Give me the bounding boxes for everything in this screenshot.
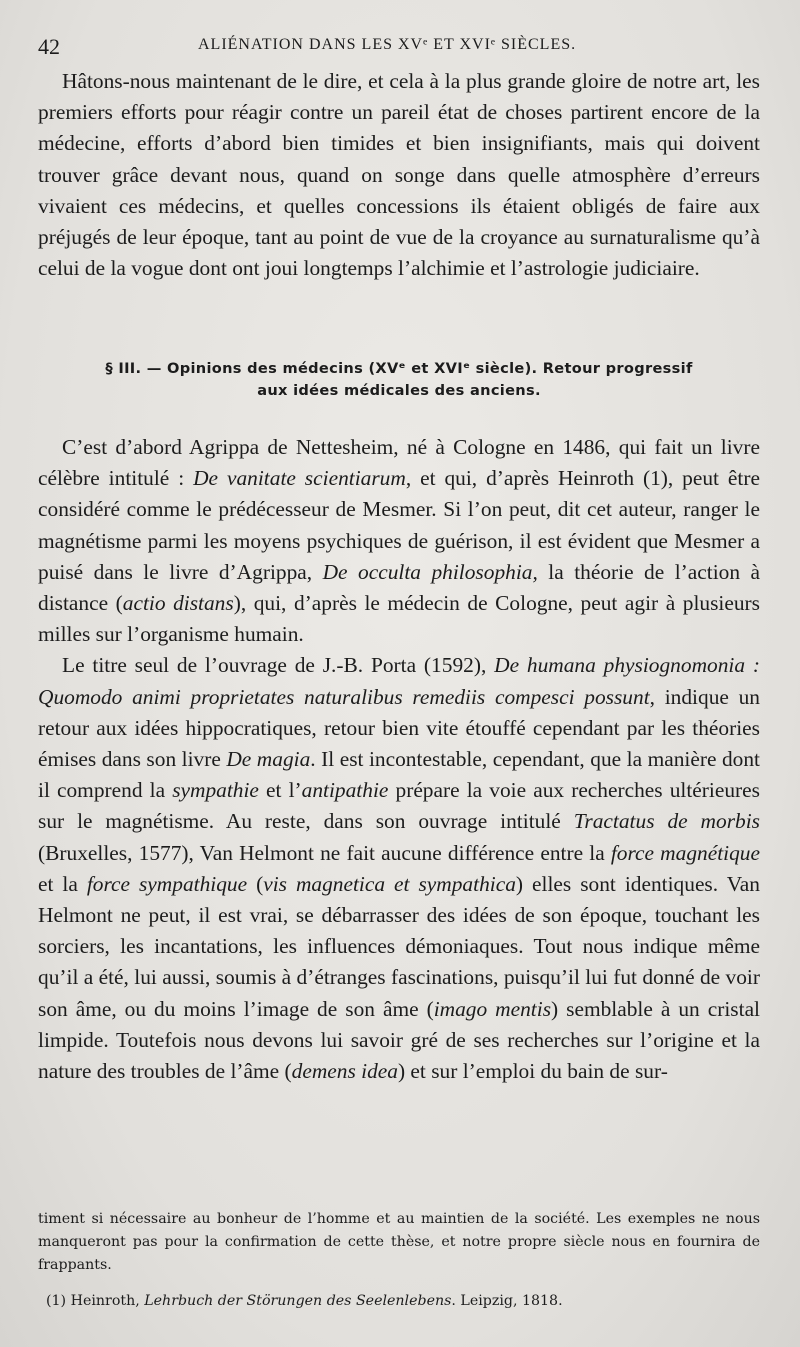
text-run: ) et sur l’emploi du bain de sur- xyxy=(397,1059,668,1084)
text-run: , et qui, d’après Heinroth (1), peut être considéré comme le prédécesseur de Mesmer. Si l’on peut, dit cet auteur, ranger le magnétisme parmi les moyens psychiques de guérison, il est évident que Mesmer a puisé dans le livre d’Agrippa, xyxy=(38,466,760,584)
italic-title: De humana physiognomonia : Quomodo animi proprietates naturalibus remediis compesci possunt xyxy=(38,653,760,709)
page-number: 42 xyxy=(38,34,60,59)
text-run: (Bruxelles, 1577), Van Helmont ne fait aucune différence entre la xyxy=(38,840,611,865)
text-run: ) elles sont identiques. Van Helmont ne peut, il est vrai, se débarrasser des idées de son époque, touchant les sorciers, les incantations, les influences démoniaques. Tout nous indique même qu’il a été, lui aussi, soumis à d’étranges fascinations, puisqu’il lui fut donné de voir son âme, ou du moins l’image de son âme ( xyxy=(38,871,760,1021)
italic-term: force sympathique xyxy=(86,871,248,896)
italic-term: force magnétique xyxy=(610,840,760,865)
text-run: . Il est incontestable, cependant, que la manière dont il comprend la xyxy=(38,747,760,803)
footnote-rest: . Leipzig, 1818. xyxy=(451,1293,563,1310)
page-header xyxy=(38,34,760,58)
italic-term: vis magnetica et sympathica xyxy=(263,871,516,896)
footnote-title: Lehrbuch der Störungen des Seelenlebens xyxy=(144,1293,452,1310)
italic-title: De magia xyxy=(226,747,311,772)
footnote-continued: timent si nécessaire au bonheur de l’homme et au maintien de la société. Les exemples ne nous manqueront pas pour la confirmation de cette thèse, et notre propre siècle nous en fournira de frappants. xyxy=(38,1211,760,1273)
text-run: ( xyxy=(247,871,264,896)
text-run: ), qui, d’après le médecin de Cologne, peut agir à plusieurs milles sur l’organisme humain. xyxy=(38,591,760,647)
text-run: et l’ xyxy=(258,778,302,803)
section-heading-line2: aux idées médicales des anciens. xyxy=(257,382,541,399)
text-run: la théorie de l’action à distance ( xyxy=(38,559,761,616)
text-run: et la xyxy=(38,871,87,896)
italic-title: De vanitate scientiarum xyxy=(193,466,406,491)
intro-paragraph: Hâtons-nous maintenant de le dire, et cela à la plus grande gloire de notre art, les premiers efforts pour réagir contre un pareil état de choses partirent encore de la médecine, efforts d’abord bien timides et bien insignifiants, mais qui doivent trouver grâce devant nous, quand on songe dans quelle atmosphère d’erreurs vivaient ces médecins, et quelles concessions ils étaient obligés de faire aux préjugés de leur époque, tant au point de vue de la croyance au surnaturalisme qu’à celui de la vogue dont ont joui longtemps l’alchimie et l’astrologie judiciaire. xyxy=(38,69,760,281)
paragraph-agrippa xyxy=(38,432,760,650)
text-run: ) semblable à un cristal limpide. Toutefois nous devons lui savoir gré de ses recherches sur l’origine et la nature des troubles de l’âme ( xyxy=(38,996,761,1084)
text-run: Le titre seul de l’ouvrage de J.-B. Porta (1592), xyxy=(62,653,495,678)
italic-term: sympathie xyxy=(172,778,259,803)
italic-term: antipathie xyxy=(301,778,389,803)
section-heading-line1: § III. — Opinions des médecins (XVᵉ et XVIᵉ siècle). Retour progressif xyxy=(105,360,693,377)
text-run: prépare la voie aux recherches ultérieures sur le magnétisme. Au reste, dans son ouvrage intitulé xyxy=(38,778,761,834)
footnote-1 xyxy=(38,1290,760,1313)
paragraph-porta xyxy=(38,650,760,1087)
italic-term: imago mentis xyxy=(433,996,552,1021)
footnotes xyxy=(38,1208,760,1313)
italic-title: Tractatus de morbis xyxy=(573,809,760,834)
italic-term: actio distans xyxy=(122,591,234,616)
section-body xyxy=(38,432,760,1087)
text-run: , indique un retour aux idées hippocratiques, retour bien vite étouffé cependant par les théories émises dans son livre xyxy=(38,684,760,772)
intro-text xyxy=(38,66,760,284)
text-run: C’est d’abord Agrippa de Nettesheim, né à Cologne en 1486, qui fait un livre célèbre intitulé : xyxy=(38,435,760,491)
running-head: ALIÉNATION DANS LES XVᵉ ET XVIᵉ SIÈCLES. xyxy=(198,36,577,53)
italic-title: De occulta philosophia, xyxy=(322,559,538,584)
italic-term: demens idea xyxy=(291,1059,398,1084)
footnote-marker: (1) Heinroth, xyxy=(46,1293,145,1310)
section-heading xyxy=(38,358,760,402)
